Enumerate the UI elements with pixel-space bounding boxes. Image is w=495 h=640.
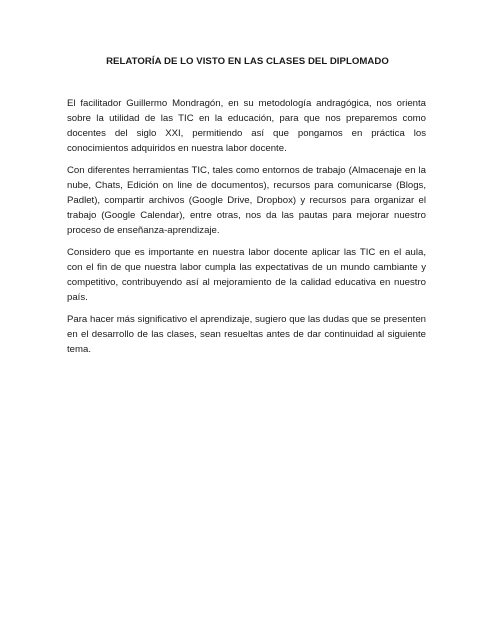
paragraph-3: Considero que es importante en nuestra labor docente aplicar las TIC en el aula, con el fin de que nuestra labor cumpla las expectativas de un mundo cambiante y competitivo, contribuyendo así al mejoramiento de la calidad educativa en nuestro país. [67, 247, 426, 303]
paragraph-2: Con diferentes herramientas TIC, tales como entornos de trabajo (Almacenaje en la nube, Chats, Edición on line de documentos), recursos para comunicarse (Blogs, Padlet), compartir archivos (Google Drive, Dropbox) y recursos para organizar el trabajo (Google Calendar), entre otras, nos da las pautas para mejorar nuestro proceso de enseñanza-aprendizaje. [67, 165, 426, 236]
paragraph-1: El facilitador Guillermo Mondragón, en su metodología andragógica, nos orienta sobre la utilidad de las TIC en la educación, para que nos preparemos como docentes del siglo XXI, permitiendo así que pongamos en práctica los conocimientos adquiridos en nuestra labor docente. [67, 98, 426, 154]
paragraph-4: Para hacer más significativo el aprendizaje, sugiero que las dudas que se presenten en el desarrollo de las clases, sean resueltas antes de dar continuidad al siguiente tema. [67, 314, 426, 355]
document-title: RELATORÍA DE LO VISTO EN LAS CLASES DEL DIPLOMADO [106, 56, 389, 67]
document-body [67, 96, 426, 364]
